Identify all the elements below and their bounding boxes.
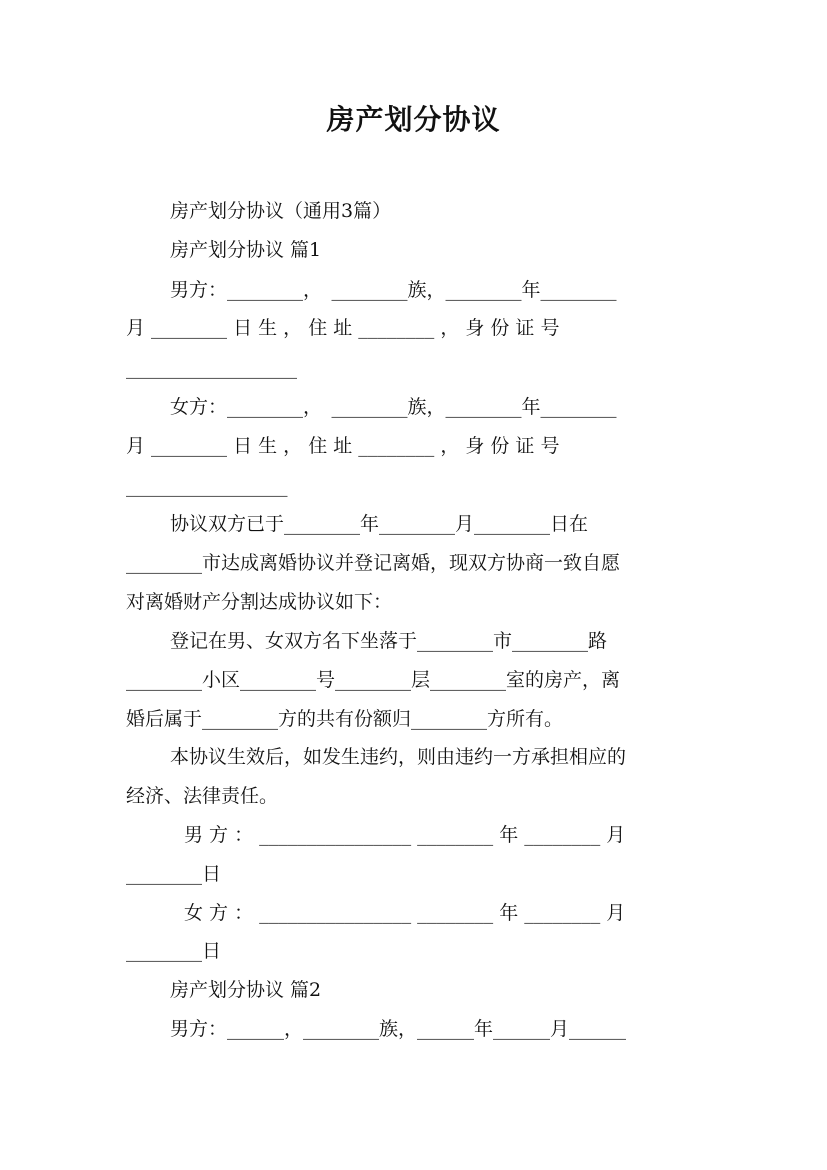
female-party-line-2: 月 ________ 日 生 ， 住 址 ________ ， 身 份 证 号 (126, 435, 560, 457)
male-signature-day: ________日 (126, 863, 222, 885)
paragraph-line: 对离婚财产分割达成协议如下： (126, 591, 393, 613)
female-id-blank: _________________ (126, 475, 288, 497)
paragraph-line: 本协议生效后，如发生违约，则由违约一方承担相应的 (170, 746, 627, 768)
female-party-line: 女方：________， ________族，________年________ (170, 396, 617, 418)
paragraph-line: 经济、法律责任。 (126, 785, 279, 807)
female-signature-line: 女 方 ： ________________ ________ 年 ________ 月 (184, 902, 626, 924)
subtitle-line: 房产划分协议（通用3篇） (170, 200, 392, 222)
document-title: 房产划分协议 (326, 103, 501, 136)
male-party-line-2: 月 ________ 日 生 ， 住 址 ________ ， 身 份 证 号 (126, 317, 560, 339)
paragraph-line: ________市达成离婚协议并登记离婚，现双方协商一致自愿 (126, 552, 621, 574)
male-signature-line: 男 方 ： ________________ ________ 年 ________ 月 (184, 824, 626, 846)
male-party-line-section-2: 男方：______，________族，______年______月______ (170, 1018, 627, 1040)
section-heading-2: 房产划分协议 篇2 (170, 979, 322, 1001)
paragraph-line: 协议双方已于________年________月________日在 (170, 513, 589, 535)
male-id-blank: __________________ (126, 357, 297, 379)
male-party-line: 男方：________， ________族，________年________ (170, 279, 617, 301)
paragraph-line: 婚后属于________方的共有份额归________方所有。 (126, 708, 564, 730)
female-signature-day: ________日 (126, 940, 222, 962)
paragraph-line: ________小区________号________层________室的房产，离 (126, 669, 621, 691)
section-heading-1: 房产划分协议 篇1 (170, 239, 322, 261)
paragraph-line: 登记在男、女双方名下坐落于________市________路 (170, 630, 608, 652)
